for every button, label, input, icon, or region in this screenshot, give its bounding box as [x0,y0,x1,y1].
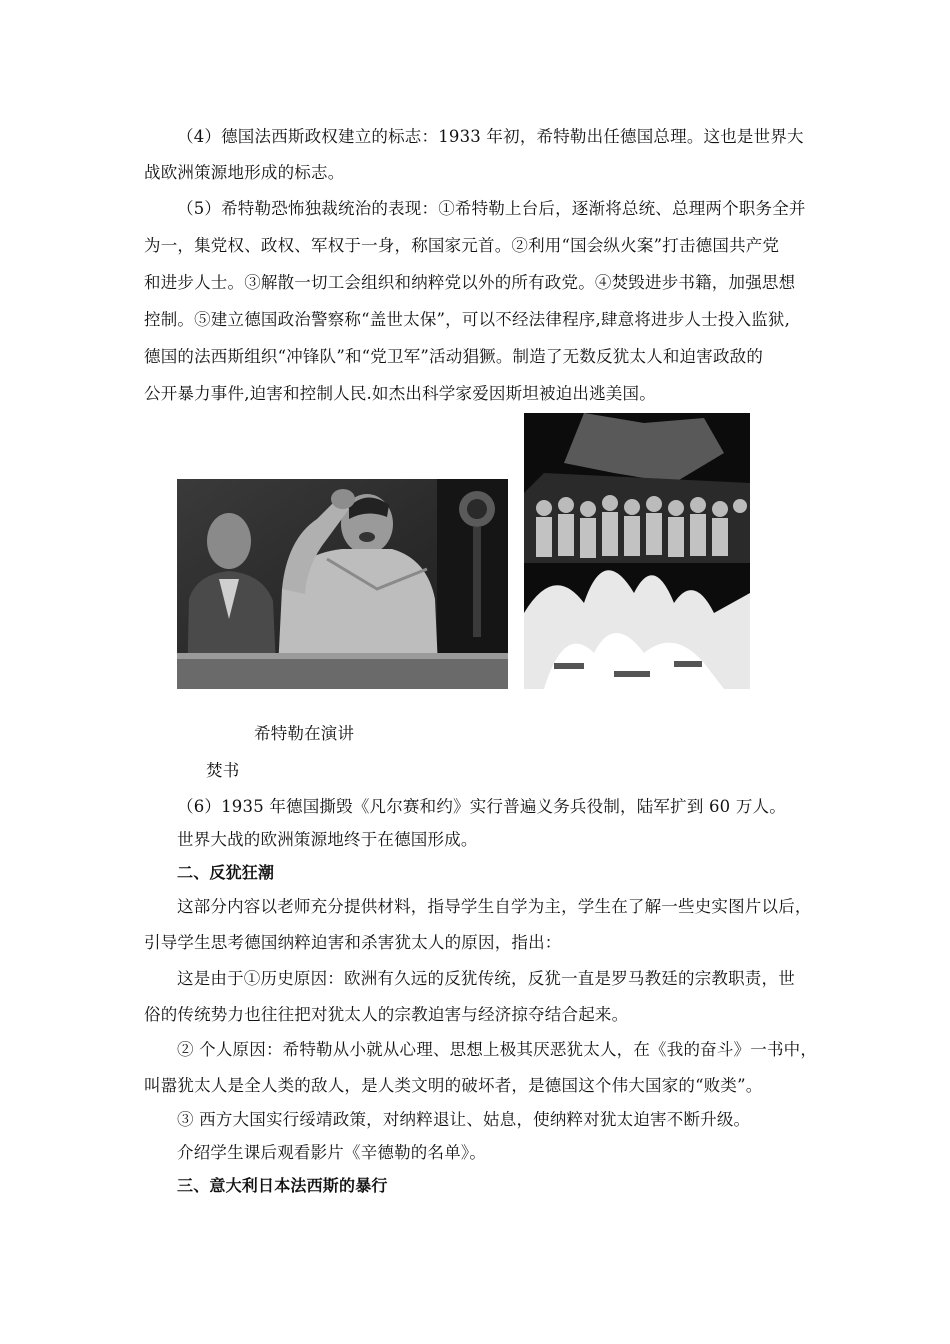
para4-line1: （4）德国法西斯政权建立的标志：1933 年初，希特勒出任德国总理。这也是世界大 [177,127,804,146]
caption-speech: 希特勒在演讲 [254,724,355,743]
section2-heading: 二、反犹狂潮 [177,863,275,882]
para4-line2: 战欧洲策源地形成的标志。 [144,163,345,182]
hitler-speech-photo [177,479,508,689]
section2-reason2-line2: 叫嚣犹太人是全人类的敌人，是人类文明的破坏者，是德国这个伟大国家的“败类”。 [144,1076,763,1095]
para5-line4: 控制。⑤建立德国政治警察称“盖世太保”，可以不经法律程序,肆意将进步人士投入监狱, [144,310,791,329]
para6-line1: （6）1935 年德国撕毁《凡尔赛和约》实行普遍义务兵役制，陆军扩到 60 万人。 [177,797,786,816]
section3-heading: 三、意大利日本法西斯的暴行 [177,1176,388,1195]
section2-intro-line1: 这部分内容以老师充分提供材料，指导学生自学为主，学生在了解一些史实图片以后， [177,897,812,916]
para5-line2: 为一，集党权、政权、军权于一身，称国家元首。②利用“国会纵火案”打击德国共产党 [144,236,780,255]
para5-line3: 和进步人士。③解散一切工会组织和纳粹党以外的所有政党。④焚毁进步书籍，加强思想 [144,273,796,292]
section2-film: 介绍学生课后观看影片《辛德勒的名单》。 [177,1143,487,1162]
section2-reason1-line1: 这是由于①历史原因：欧洲有久远的反犹传统，反犹一直是罗马教廷的宗教职责，世 [177,969,795,988]
section2-intro-line2: 引导学生思考德国纳粹迫害和杀害犹太人的原因，指出： [144,933,562,952]
para5-line6: 公开暴力事件,迫害和控制人民.如杰出科学家爱因斯坦被迫出逃美国。 [144,384,656,403]
para6-line2: 世界大战的欧洲策源地终于在德国形成。 [177,830,478,849]
para5-line5: 德国的法西斯组织“冲锋队”和“党卫军”活动猖獗。制造了无数反犹太人和迫害政敌的 [144,347,764,366]
para5-line1: （5）希特勒恐怖独裁统治的表现：①希特勒上台后，逐渐将总统、总理两个职务全并 [177,199,806,218]
section2-reason2-line1: ② 个人原因：希特勒从小就从心理、思想上极其厌恶犹太人，在《我的奋斗》一书中， [177,1040,818,1059]
book-burning-photo [524,413,750,689]
section2-reason3: ③ 西方大国实行绥靖政策，对纳粹退让、姑息，使纳粹对犹太迫害不断升级。 [177,1110,751,1129]
caption-book-burning: 焚书 [206,761,240,780]
section2-reason1-line2: 俗的传统势力也往往把对犹太人的宗教迫害与经济掠夺结合起来。 [144,1005,629,1024]
